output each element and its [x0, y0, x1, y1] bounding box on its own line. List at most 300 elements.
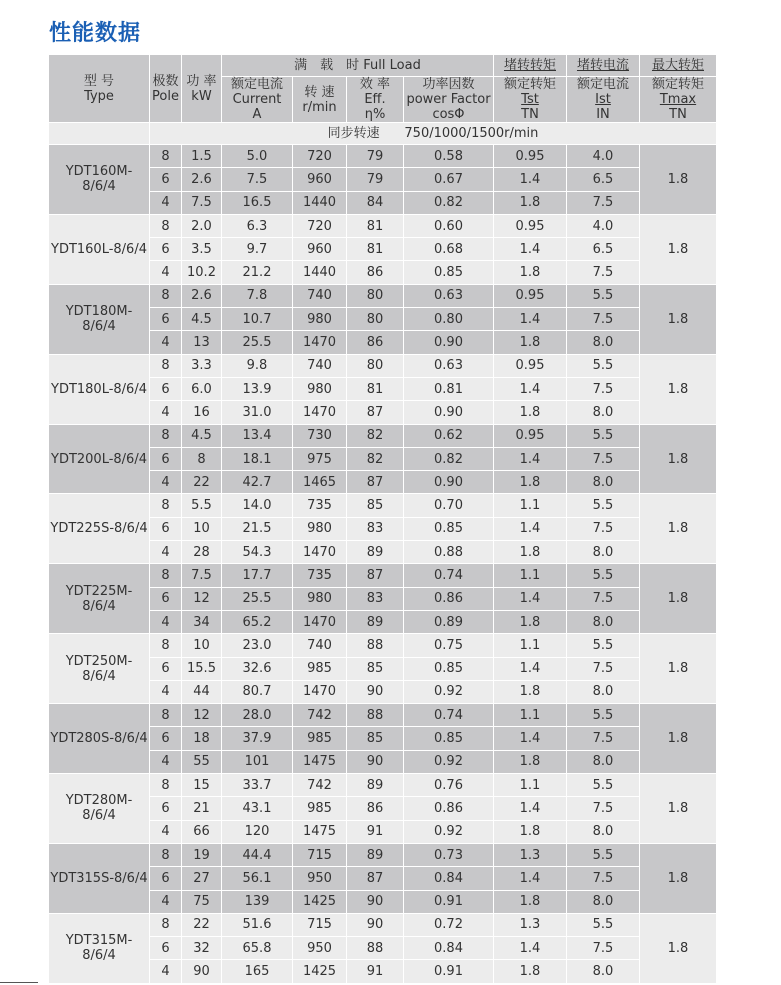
pole-cell: 6 [150, 238, 182, 261]
max-torque-cell: 1.8 [640, 634, 717, 704]
table-row [49, 261, 717, 284]
locked-torque-cell: 0.95 [494, 425, 567, 448]
speed-cell: 980 [293, 378, 347, 401]
pole-cell: 8 [150, 285, 182, 308]
speed-cell: 735 [293, 494, 347, 517]
pole-cell: 4 [150, 960, 182, 983]
locked-torque-cell: 1.4 [494, 588, 567, 611]
speed-cell: 1470 [293, 611, 347, 634]
kw-cell: 2.6 [182, 285, 222, 308]
locked-current-cell: 8.0 [567, 541, 640, 564]
locked-current-cell: 7.5 [567, 378, 640, 401]
speed-cell: 1440 [293, 192, 347, 215]
locked-current-cell: 5.5 [567, 494, 640, 517]
efficiency-cell: 86 [347, 331, 404, 354]
locked-torque-cell: 1.8 [494, 681, 567, 704]
locked-torque-cell: 1.4 [494, 797, 567, 820]
max-torque-cell: 1.8 [640, 355, 717, 425]
power-factor-cell: 0.85 [404, 658, 494, 681]
efficiency-cell: 91 [347, 821, 404, 844]
model-cell: YDT315M-8/6/4 [49, 914, 150, 984]
power-factor-cell: 0.62 [404, 425, 494, 448]
locked-current-cell: 8.0 [567, 471, 640, 494]
table-row [49, 355, 717, 378]
current-cell: 54.3 [222, 541, 293, 564]
locked-current-cell: 5.5 [567, 634, 640, 657]
kw-cell: 21 [182, 797, 222, 820]
pole-cell: 4 [150, 401, 182, 424]
pole-cell: 8 [150, 564, 182, 587]
table-row [49, 378, 717, 401]
current-cell: 7.8 [222, 285, 293, 308]
speed-cell: 980 [293, 518, 347, 541]
table-row [49, 727, 717, 750]
speed-cell: 1475 [293, 821, 347, 844]
power-factor-cell: 0.85 [404, 727, 494, 750]
col-lrt-top: 堵转转矩 [494, 55, 567, 77]
kw-cell: 75 [182, 891, 222, 914]
efficiency-cell: 86 [347, 261, 404, 284]
current-cell: 23.0 [222, 634, 293, 657]
power-factor-cell: 0.88 [404, 541, 494, 564]
max-torque-cell: 1.8 [640, 285, 717, 355]
col-pole-header: 极数 Pole [150, 55, 182, 123]
pole-cell: 6 [150, 588, 182, 611]
power-factor-cell: 0.76 [404, 774, 494, 797]
speed-cell: 740 [293, 634, 347, 657]
max-torque-cell: 1.8 [640, 425, 717, 495]
locked-torque-cell: 1.8 [494, 751, 567, 774]
locked-current-cell: 7.5 [567, 937, 640, 960]
col-lrt-header: 额定转矩 Tst TN [494, 77, 567, 123]
locked-torque-cell: 1.4 [494, 238, 567, 261]
efficiency-cell: 90 [347, 891, 404, 914]
locked-torque-cell: 1.4 [494, 937, 567, 960]
col-eff-header: 效 率 Eff. η% [347, 77, 404, 123]
speed-cell: 985 [293, 727, 347, 750]
current-cell: 25.5 [222, 588, 293, 611]
power-factor-cell: 0.90 [404, 401, 494, 424]
motor-group [49, 634, 717, 704]
kw-cell: 44 [182, 681, 222, 704]
col-speed-header: 转 速 r/min [293, 77, 347, 123]
pole-cell: 6 [150, 727, 182, 750]
table-row [49, 285, 717, 308]
speed-cell: 960 [293, 168, 347, 191]
power-factor-cell: 0.89 [404, 611, 494, 634]
current-cell: 51.6 [222, 914, 293, 937]
speed-cell: 950 [293, 937, 347, 960]
power-factor-cell: 0.92 [404, 821, 494, 844]
efficiency-cell: 82 [347, 425, 404, 448]
locked-current-cell: 5.5 [567, 355, 640, 378]
motor-group [49, 355, 717, 425]
current-cell: 65.2 [222, 611, 293, 634]
speed-cell: 715 [293, 914, 347, 937]
pole-cell: 6 [150, 658, 182, 681]
locked-current-cell: 8.0 [567, 681, 640, 704]
pole-cell: 4 [150, 471, 182, 494]
power-factor-cell: 0.67 [404, 168, 494, 191]
max-torque-cell: 1.8 [640, 774, 717, 844]
power-factor-cell: 0.84 [404, 867, 494, 890]
model-cell: YDT180L-8/6/4 [49, 355, 150, 425]
current-cell: 16.5 [222, 192, 293, 215]
speed-cell: 1465 [293, 471, 347, 494]
speed-cell: 1470 [293, 331, 347, 354]
table-row [49, 564, 717, 587]
table-row [49, 751, 717, 774]
locked-current-cell: 5.5 [567, 564, 640, 587]
current-cell: 9.7 [222, 238, 293, 261]
current-cell: 5.0 [222, 145, 293, 168]
efficiency-cell: 79 [347, 168, 404, 191]
table-row [49, 238, 717, 261]
table-row [49, 634, 717, 657]
table-row [49, 588, 717, 611]
model-cell: YDT250M-8/6/4 [49, 634, 150, 704]
table-row [49, 471, 717, 494]
efficiency-cell: 79 [347, 145, 404, 168]
efficiency-cell: 83 [347, 518, 404, 541]
power-factor-cell: 0.90 [404, 471, 494, 494]
col-type-header: 型 号 Type [49, 55, 150, 123]
table-row [49, 145, 717, 168]
current-cell: 31.0 [222, 401, 293, 424]
kw-cell: 13 [182, 331, 222, 354]
power-factor-cell: 0.85 [404, 261, 494, 284]
kw-cell: 15 [182, 774, 222, 797]
current-cell: 9.8 [222, 355, 293, 378]
current-cell: 18.1 [222, 448, 293, 471]
power-factor-cell: 0.86 [404, 588, 494, 611]
locked-torque-cell: 1.3 [494, 914, 567, 937]
efficiency-cell: 87 [347, 564, 404, 587]
efficiency-cell: 89 [347, 844, 404, 867]
locked-current-cell: 8.0 [567, 331, 640, 354]
sync-speed-row: 同步转速 750/1000/1500r/min [150, 123, 717, 145]
max-torque-cell: 1.8 [640, 844, 717, 914]
kw-cell: 3.3 [182, 355, 222, 378]
power-factor-cell: 0.68 [404, 238, 494, 261]
power-factor-cell: 0.92 [404, 681, 494, 704]
power-factor-cell: 0.63 [404, 355, 494, 378]
current-cell: 120 [222, 821, 293, 844]
kw-cell: 55 [182, 751, 222, 774]
kw-cell: 90 [182, 960, 222, 983]
pole-cell: 8 [150, 215, 182, 238]
speed-cell: 980 [293, 588, 347, 611]
efficiency-cell: 82 [347, 448, 404, 471]
table-row [49, 494, 717, 517]
max-torque-cell: 1.8 [640, 564, 717, 634]
motor-group [49, 564, 717, 634]
motor-group [49, 215, 717, 285]
power-factor-cell: 0.90 [404, 331, 494, 354]
efficiency-cell: 85 [347, 727, 404, 750]
model-cell: YDT160M-8/6/4 [49, 145, 150, 215]
power-factor-cell: 0.70 [404, 494, 494, 517]
locked-current-cell: 8.0 [567, 960, 640, 983]
locked-current-cell: 7.5 [567, 588, 640, 611]
kw-cell: 22 [182, 471, 222, 494]
kw-cell: 18 [182, 727, 222, 750]
locked-torque-cell: 1.4 [494, 518, 567, 541]
locked-torque-cell: 1.8 [494, 541, 567, 564]
table-row [49, 891, 717, 914]
model-cell: YDT200L-8/6/4 [49, 425, 150, 495]
locked-torque-cell: 1.4 [494, 867, 567, 890]
speed-cell: 1440 [293, 261, 347, 284]
table-row [49, 821, 717, 844]
table-row [49, 704, 717, 727]
kw-cell: 16 [182, 401, 222, 424]
table-row [49, 774, 717, 797]
performance-table [49, 55, 717, 984]
power-factor-cell: 0.75 [404, 634, 494, 657]
pole-cell: 8 [150, 145, 182, 168]
efficiency-cell: 90 [347, 914, 404, 937]
power-factor-cell: 0.91 [404, 960, 494, 983]
power-factor-cell: 0.85 [404, 518, 494, 541]
power-factor-cell: 0.92 [404, 751, 494, 774]
kw-cell: 2.6 [182, 168, 222, 191]
locked-current-cell: 5.5 [567, 844, 640, 867]
current-cell: 44.4 [222, 844, 293, 867]
speed-cell: 735 [293, 564, 347, 587]
locked-current-cell: 5.5 [567, 285, 640, 308]
table-row [49, 425, 717, 448]
efficiency-cell: 85 [347, 494, 404, 517]
model-cell: YDT180M-8/6/4 [49, 285, 150, 355]
pole-cell: 6 [150, 308, 182, 331]
efficiency-cell: 84 [347, 192, 404, 215]
power-factor-cell: 0.81 [404, 378, 494, 401]
locked-torque-cell: 1.1 [494, 494, 567, 517]
locked-torque-cell: 1.1 [494, 564, 567, 587]
locked-current-cell: 7.5 [567, 797, 640, 820]
kw-cell: 12 [182, 588, 222, 611]
bottom-rule [0, 982, 38, 983]
locked-torque-cell: 1.8 [494, 471, 567, 494]
kw-cell: 1.5 [182, 145, 222, 168]
current-cell: 37.9 [222, 727, 293, 750]
pole-cell: 4 [150, 821, 182, 844]
kw-cell: 3.5 [182, 238, 222, 261]
efficiency-cell: 83 [347, 588, 404, 611]
motor-group [49, 285, 717, 355]
table-row [49, 541, 717, 564]
current-cell: 21.2 [222, 261, 293, 284]
power-factor-cell: 0.63 [404, 285, 494, 308]
col-lrc-header: 额定电流 Ist IN [567, 77, 640, 123]
kw-cell: 32 [182, 937, 222, 960]
table-row [49, 331, 717, 354]
table-header [49, 55, 717, 145]
locked-torque-cell: 1.4 [494, 727, 567, 750]
motor-group [49, 425, 717, 495]
efficiency-cell: 85 [347, 658, 404, 681]
speed-cell: 950 [293, 867, 347, 890]
col-kw-header: 功 率 kW [182, 55, 222, 123]
efficiency-cell: 89 [347, 541, 404, 564]
model-cell: YDT225S-8/6/4 [49, 494, 150, 564]
current-cell: 33.7 [222, 774, 293, 797]
power-factor-cell: 0.72 [404, 914, 494, 937]
locked-torque-cell: 0.95 [494, 355, 567, 378]
pole-cell: 6 [150, 168, 182, 191]
locked-torque-cell: 1.1 [494, 774, 567, 797]
locked-torque-cell: 1.4 [494, 448, 567, 471]
efficiency-cell: 87 [347, 471, 404, 494]
table-row [49, 797, 717, 820]
model-cell: YDT315S-8/6/4 [49, 844, 150, 914]
speed-cell: 720 [293, 145, 347, 168]
pole-cell: 8 [150, 914, 182, 937]
pole-cell: 8 [150, 494, 182, 517]
kw-cell: 22 [182, 914, 222, 937]
speed-cell: 985 [293, 797, 347, 820]
locked-current-cell: 7.5 [567, 308, 640, 331]
max-torque-cell: 1.8 [640, 914, 717, 984]
current-cell: 25.5 [222, 331, 293, 354]
kw-cell: 15.5 [182, 658, 222, 681]
locked-current-cell: 8.0 [567, 611, 640, 634]
efficiency-cell: 90 [347, 681, 404, 704]
page-title: 性能数据 [49, 21, 142, 46]
table-row [49, 308, 717, 331]
motor-group [49, 844, 717, 914]
speed-cell: 1475 [293, 751, 347, 774]
max-torque-cell: 1.8 [640, 145, 717, 215]
pole-cell: 6 [150, 448, 182, 471]
locked-torque-cell: 1.8 [494, 821, 567, 844]
efficiency-cell: 81 [347, 238, 404, 261]
current-cell: 43.1 [222, 797, 293, 820]
locked-torque-cell: 1.4 [494, 658, 567, 681]
efficiency-cell: 91 [347, 960, 404, 983]
locked-torque-cell: 1.4 [494, 308, 567, 331]
locked-current-cell: 7.5 [567, 448, 640, 471]
power-factor-cell: 0.84 [404, 937, 494, 960]
speed-cell: 975 [293, 448, 347, 471]
pole-cell: 8 [150, 844, 182, 867]
efficiency-cell: 89 [347, 611, 404, 634]
current-cell: 28.0 [222, 704, 293, 727]
pole-cell: 4 [150, 261, 182, 284]
motor-group [49, 704, 717, 774]
current-cell: 139 [222, 891, 293, 914]
locked-torque-cell: 1.8 [494, 261, 567, 284]
speed-cell: 1470 [293, 681, 347, 704]
col-pf-header: 功率因数 power Factor cosΦ [404, 77, 494, 123]
table-row [49, 192, 717, 215]
locked-torque-cell: 1.8 [494, 960, 567, 983]
efficiency-cell: 80 [347, 355, 404, 378]
table-row [49, 937, 717, 960]
motor-group [49, 914, 717, 984]
model-cell: YDT280S-8/6/4 [49, 704, 150, 774]
speed-cell: 742 [293, 704, 347, 727]
locked-torque-cell: 1.8 [494, 401, 567, 424]
locked-torque-cell: 1.8 [494, 891, 567, 914]
locked-torque-cell: 1.4 [494, 378, 567, 401]
kw-cell: 10 [182, 518, 222, 541]
table-row [49, 914, 717, 937]
speed-cell: 742 [293, 774, 347, 797]
pole-cell: 8 [150, 704, 182, 727]
pole-cell: 4 [150, 681, 182, 704]
kw-cell: 66 [182, 821, 222, 844]
speed-cell: 720 [293, 215, 347, 238]
full-load-header: 满 载 时 Full Load [222, 55, 494, 77]
speed-cell: 1470 [293, 541, 347, 564]
table-row [49, 518, 717, 541]
kw-cell: 4.5 [182, 308, 222, 331]
model-cell: YDT160L-8/6/4 [49, 215, 150, 285]
pole-cell: 8 [150, 634, 182, 657]
current-cell: 13.4 [222, 425, 293, 448]
kw-cell: 7.5 [182, 192, 222, 215]
kw-cell: 7.5 [182, 564, 222, 587]
col-lrc-top: 堵转电流 [567, 55, 640, 77]
table-row [49, 401, 717, 424]
power-factor-cell: 0.73 [404, 844, 494, 867]
pole-cell: 6 [150, 937, 182, 960]
kw-cell: 2.0 [182, 215, 222, 238]
kw-cell: 6.0 [182, 378, 222, 401]
kw-cell: 34 [182, 611, 222, 634]
locked-current-cell: 6.5 [567, 168, 640, 191]
speed-cell: 740 [293, 355, 347, 378]
kw-cell: 4.5 [182, 425, 222, 448]
current-cell: 65.8 [222, 937, 293, 960]
current-cell: 13.9 [222, 378, 293, 401]
max-torque-cell: 1.8 [640, 704, 717, 774]
locked-current-cell: 8.0 [567, 751, 640, 774]
speed-cell: 1425 [293, 891, 347, 914]
locked-torque-cell: 1.1 [494, 634, 567, 657]
speed-cell: 740 [293, 285, 347, 308]
locked-current-cell: 7.5 [567, 867, 640, 890]
speed-cell: 1425 [293, 960, 347, 983]
power-factor-cell: 0.60 [404, 215, 494, 238]
max-torque-cell: 1.8 [640, 215, 717, 285]
col-max-top: 最大转矩 [640, 55, 717, 77]
pole-cell: 4 [150, 331, 182, 354]
efficiency-cell: 86 [347, 797, 404, 820]
current-cell: 42.7 [222, 471, 293, 494]
current-cell: 165 [222, 960, 293, 983]
kw-cell: 19 [182, 844, 222, 867]
locked-torque-cell: 0.95 [494, 215, 567, 238]
locked-torque-cell: 1.3 [494, 844, 567, 867]
pole-cell: 6 [150, 378, 182, 401]
efficiency-cell: 89 [347, 774, 404, 797]
locked-current-cell: 5.5 [567, 425, 640, 448]
locked-current-cell: 4.0 [567, 215, 640, 238]
efficiency-cell: 88 [347, 937, 404, 960]
table-row [49, 867, 717, 890]
efficiency-cell: 90 [347, 751, 404, 774]
pole-cell: 4 [150, 541, 182, 564]
kw-cell: 8 [182, 448, 222, 471]
pole-cell: 8 [150, 425, 182, 448]
kw-cell: 10 [182, 634, 222, 657]
pole-cell: 6 [150, 867, 182, 890]
locked-current-cell: 8.0 [567, 891, 640, 914]
current-cell: 7.5 [222, 168, 293, 191]
